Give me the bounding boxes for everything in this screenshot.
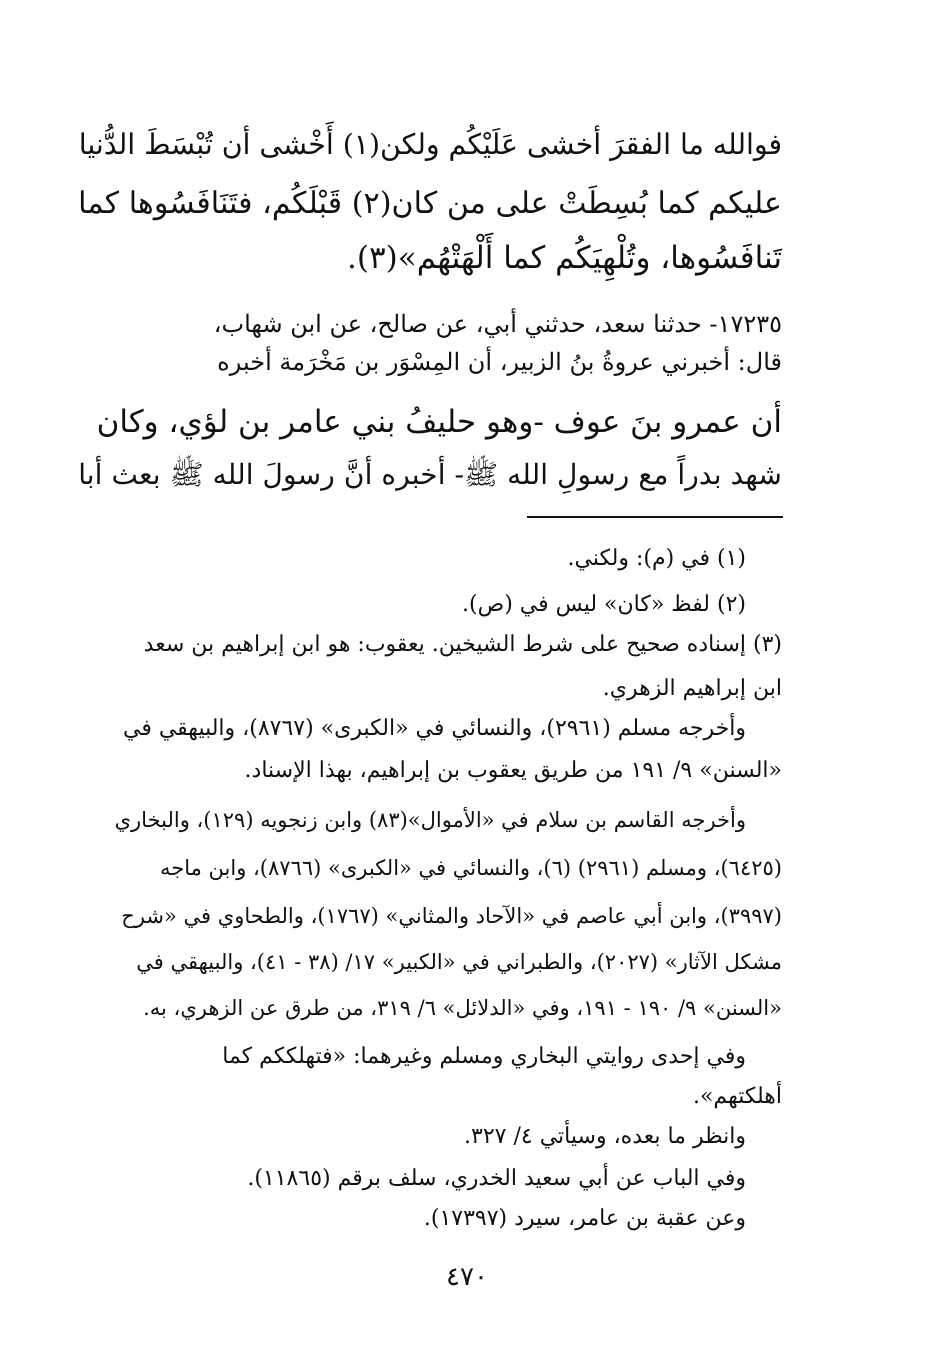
main-text-line: فوالله ما الفقرَ أخشى عَلَيْكُم ولكن(١) أَخْشى أن تُبْسَطَ الدُّنيا xyxy=(78,128,782,161)
footnote-line: (٣) إسناده صحيح على شرط الشيخين. يعقوب: هو ابن إبراهيم بن سعد xyxy=(143,632,782,657)
footnote-line: (٢) لفظ «كان» ليس في (ص). xyxy=(462,592,746,617)
footnote-line: «السنن» ٩/ ١٩١ من طريق يعقوب بن إبراهيم، بهذا الإسناد. xyxy=(244,758,782,783)
main-text-line: شهد بدراً مع رسولِ الله ﷺ- أخبره أنَّ رسولَ الله ﷺ بعث أبا xyxy=(78,458,782,491)
footnote-line: وفي الباب عن أبي سعيد الخدري، سلف برقم (١١٨٦٥). xyxy=(247,1166,746,1191)
footnote-line: أهلكتهم». xyxy=(692,1084,782,1109)
footnote-line: وفي إحدى روايتي البخاري ومسلم وغيرهما: «فتهلككم كما xyxy=(222,1044,746,1069)
footnote-line: (١) في (م): ولكني. xyxy=(567,546,746,571)
footnote-line: مشكل الآثار» (٢٠٢٧)، والطبراني في «الكبير» ١٧/ (٣٨ - ٤١)، والبيهقي في xyxy=(136,950,782,974)
hadith-header-line: ١٧٢٣٥- حدثنا سعد، حدثني أبي، عن صالح، عن ابن شهاب، xyxy=(213,310,782,338)
page-number: ٤٧٠ xyxy=(446,1262,488,1292)
main-text-line: تَنافَسُوها، وتُلْهِيَكُم كما أَلْهَتْهُم»(٣). xyxy=(347,240,782,276)
footnote-line: وعن عقبة بن عامر، سيرد (١٧٣٩٧). xyxy=(423,1206,746,1231)
footnote-line: «السنن» ٩/ ١٩٠ - ١٩١، وفي «الدلائل» ٦/ ٣١٩، من طرق عن الزهري، به. xyxy=(143,996,782,1020)
main-text-line: أن عمرو بنَ عوف -وهو حليفُ بني عامر بن لؤي، وكان xyxy=(96,404,782,440)
footnote-line: وأخرجه مسلم (٢٩٦١)، والنسائي في «الكبرى» (٨٧٦٧)، والبيهقي في xyxy=(122,716,746,741)
hadith-header-line: قال: أخبرني عروةُ بنُ الزبير، أن المِسْوَر بن مَخْرَمة أخبره xyxy=(217,348,782,376)
footnote-line: ابن إبراهيم الزهري. xyxy=(602,676,782,701)
footnote-separator xyxy=(527,516,783,518)
footnote-line: وأخرجه القاسم بن سلام في «الأموال»(٨٣) وابن زنجويه (١٢٩)، والبخاري xyxy=(114,808,746,832)
main-text-line: عليكم كما بُسِطَتْ على من كان(٢) قَبْلَكُم، فتَنَافَسُوها كما xyxy=(78,186,782,221)
footnote-line: (٣٩٩٧)، وابن أبي عاصم في «الآحاد والمثاني» (١٧٦٧)، والطحاوي في «شرح xyxy=(121,904,782,928)
footnote-line: وانظر ما بعده، وسيأتي ٤/ ٣٢٧. xyxy=(464,1124,746,1149)
footnote-line: (٦٤٢٥)، ومسلم (٢٩٦١) (٦)، والنسائي في «الكبرى» (٨٧٦٦)، وابن ماجه xyxy=(159,856,782,880)
